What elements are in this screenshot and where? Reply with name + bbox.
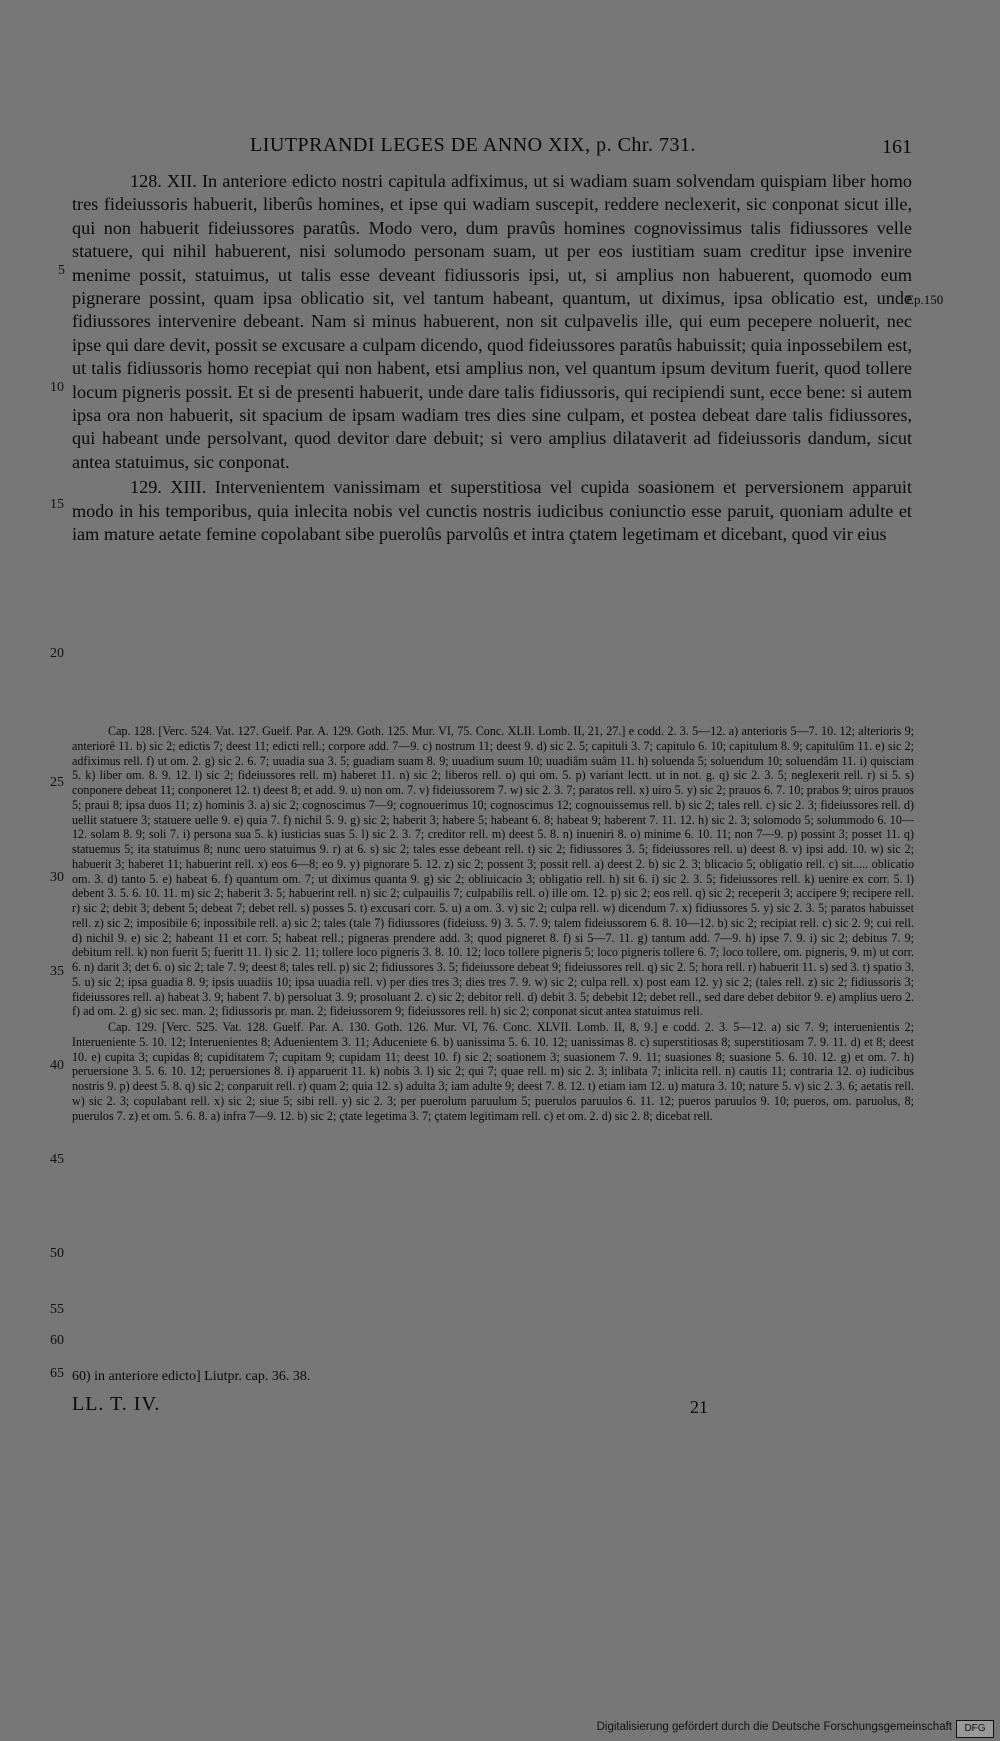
sheet-number: 21 [690, 1397, 708, 1417]
law-chapter-128: 128. XII. In anteriore edicto nostri capitula adfiximus, ut si wadiam suam solvendam quispiam liber homo tres fideiussoris habuerit, liberûs homines, et ipse qui wadiam suscepit, reddere neclexerit, sic conponat sicut ille, qui non habuerit fideiussores paratûs. Modo vero, dum pravûs homines cognovissimus talis fidiussores velle statuere, qui nihil habuerent, nisi solumodo personam suam, ut per eos iustitiam suam creditur ipse invenire menime possit, statuimus, ut talis esse deveant fidiussoris ipsi, ut, si amplius non habuerent, quomodo eum pignerare possint, quam ipsa oblicatio sit, vel tantum habeant, quantum, ut diximus, ipsa oblicatio est, unde fidiussores intervenire debeant. Nam si minus habuerent, non sit culpavelis ille, qui eum pecepere noluerit, nec ipse qui dare devit, possit se excusare a culpam dicendo, quod fideiussores paratûs habuissit; quia inpossebilem est, ut talis fidiussoris homo recepiat qui non habent, etsi amplius non, vel quantum ipsum devitum fuerit, quod tollere locum pigneris possit. Et si de presenti habuerit, unde dare talis fidiussoris, qui recipiendi sunt, ecce bene: si autem ipsa ora non habuerit, sit spacium de ipsam wadiam tres dies sine culpam, et postea debeat dare talis fidiussores, qui habeant unde persolvant, quod devitor dare debuit; si vero amplius dilataverit ad fideiussoris dandum, sicut antea statuimus, sic conponat. [72, 171, 912, 472]
line-number: 15 [50, 497, 64, 512]
line-number: 35 [50, 964, 64, 979]
line-number: 60 [50, 1333, 64, 1348]
line-number: 65 [50, 1366, 64, 1381]
line-number: 50 [50, 1246, 64, 1261]
line-number: 25 [50, 775, 64, 790]
apparatus-chapter-128: Cap. 128. [Verc. 524. Vat. 127. Guelf. Par. A. 129. Goth. 125. Mur. VI, 75. Conc. XLII. Lomb. II, 21, 27.] e codd. 2. 3. 5—12. a) anterioris 5—7. 10. 12; alterioris 9; anteriorê 11. b) sic 2; edictis 7; deest 11; edicti rell.; corpore add. 7—9. c) nostrum 11; deest 9. d) sic 2. 5; capituli 3. 7; capitulo 6. 10; capitulum 8. 9; capitulûm 11. e) sic 2; adfiximus rell. f) ut om. 2. g) sic 2. 6. 7; uuadia sua 3. 5; guadiam suam 8. 9; uuadium suum 10; uuadiâm suâm 11. h) soluenda 5; soluendum 10; soluendâm 11. i) quisciam 5. k) liber om. 8. 9. 12. l) sic 2; fideiussores rell. m) haberet 11. n) sic 2; liberos rell. o) qui om. 5. p) variant lectt. ut in not. g. q) sic 2. 3. 5; neglexerit rell. r) si 5. s) conponere debeat 11; conponeret 12. t) deest 8; et add. 9. u) non om. 7. v) fideiussorem 7. w) sic 2. 3. 7; paratos rell. x) uiro 5. y) sic 2; prauos 6. 7. 10; prabos 9; uiros prauos 5; praui 8; ipsa duos 11; z) hominis 3. a) sic 2; cognoscimus 7—9; cognouerimus 10; cognoscimus 12; cognouissemus rell. b) sic 2; tales rell. c) sic 2. 3; fideiussores rell. d) uellit statuere 3; statuere uelle 9. e) quia 7. f) nichil 5. 9. g) sic 2; haberit 3; habere 5; habeant 6. 8; habeat 9; haberent 7. 11. 12. h) sic 2. 3; solomodo 5; solummodo 6. 10—12. solam 8. 9; soli 7. i) persona sua 5. k) iusticias suas 5. l) sic 2. 3. 7; creditor rell. m) deest 5. 8. n) inueniri 8. o) minime 6. 10. 11; non 7—9. p) possint 3; posset 11. q) statuemus 5; ita statuimus 8; nunc uero statuimus 9. r) at 6. s) sic 2; tales esse debeant rell. t) sic 2; fidiussores 3. 5; fideiussores rell. u) deest 8. v) ipsi add. 10. w) sic 2; habuerit 3; haberet 11; habuerint rell. x) eos 6—8; eo 9. y) pignorare 5. 12. z) sic 2; possent 3; possit rell. a) deest 2. b) sic 2. 3; blicacio 5; obligatio rell. c) sit..... oblicatio om. 3. d) tanto 5. e) habeat 6. f) quantum om. 7; ut diximus quanta 9. g) sic 2; obliuicacio 3; obligatio rell. h) sit 6. i) sic 2. 3. 5; fideiussores rell. k) uenire ex corr. 5. l) debent 3. 5. 6. 10. 11. m) sic 2; haberit 3. 5; habuerint rell. n) sic 2; culpauilis 7; culpabilis rell. o) ille om. 12. p) sic 2; eos rell. q) sic 2; receperit 3; accipere 9; recipere rell. r) sic 2; debit 3; debent 5; debeat 7; debet rell. s) posses 5. t) excusari corr. 5. u) a om. 3. v) sic 2; culpa rell. w) dicendum 7. x) fidiussores 5. y) sic 2. 3. 5; paratos habuisset rell. z) sic 2; imposibile 6; inpossibile rell. a) sic 2; tales (tale 7) fidiussores (fideiuss. 9) 3. 5. 7. 9; talem fideiussorem 6. 8. 10—12. b) sic 2; recipiat rell. c) sic 2. 9; cui rell. d) nichil 9. e) sic 2; habeant 11 et corr. 5; habeat rell.; pigneras prendere add. 3; quod pigneret 8. f) si 5—7. 11. g) tantum add. 7—9. h) ipse 7. 9. i) sic 2; debitus 7. 9; debitum rell. k) non fuerit 5; fueritt 11. l) sic 2. 11; tollere loco pigneris 3. 8. 10. 12; loco tollere pigneris 5; loco pigneris tollere 6. 7; loco tollere, om. pigneris, 9. m) ut corr. 6. n) darit 3; det 6. o) sic 2; tale 7. 9; deest 8; tales rell. p) sic 2; fidiussores 3. 5; fideiussore debeat 9; fideiussores rell. q) sic 2. 5; hora rell. r) habuerit 11. s) sed 3. t) spatio 3. 5. u) sic 2; ipsa guadia 8. 9; ipsis uuadiis 10; ipsa uuadia rell. v) per dies tres 3; dies tres 7. 9. w) sic 2; culpa rell. x) post eam 12. y) sic 2; (tales rell. z) sic 2; fidiussoris 3; fideiussores rell. a) habeat 3. 9; habent 7. b) persoluat 3. 9; prosoluant 2. c) sic 2; debitor rell. d) debit 3. 5; debebit 12; debet rell., sed dare debet debitor 9. e) amplius uero 2. f) ad om. 2. g) sic sec. man. 2; fidiussoris pr. man. 2; fideiussorem 9; fideiussores rell. h) sic 2; conponat sicut antea statuimus rell. [72, 724, 914, 1019]
page-header [0, 130, 1000, 160]
signature-mark: LL. T. IV. [72, 1393, 161, 1415]
dfg-logo-icon: DFG [956, 1720, 994, 1738]
line-number: 10 [50, 380, 64, 395]
running-title: LIUTPRANDI LEGES DE ANNO XIX, p. Chr. 731. [250, 134, 696, 156]
line-number: 45 [50, 1152, 64, 1167]
line-number: 30 [50, 870, 64, 885]
page-number: 161 [882, 136, 912, 158]
footer-bar [0, 1718, 1000, 1741]
law-chapter-129: 129. XIII. Intervenientem vanissimam et superstitiosa vel cupida soasionem et perversionem apparuit modo in his temporibus, quia inlecita nobis vel cunctis nostris iudicibus coniunctio esse paruit, quoniam adulte et iam mature aetate femine copolabant sibe puerolûs parvolûs et intra çtatem legetimam et dicebant, quod vir eius [72, 477, 912, 545]
margin-note: Ep.150 [906, 292, 944, 307]
line-number: 40 [50, 1058, 64, 1073]
funding-notice: Digitalisierung gefördert durch die Deutsche Forschungsgemeinschaft [596, 1721, 952, 1733]
apparatus-chapter-129: Cap. 129. [Verc. 525. Vat. 128. Guelf. Par. A. 130. Goth. 126. Mur. VI, 76. Conc. XLVII. Lomb. II, 8, 9.] e codd. 2. 3. 5—12. a) sic 7. 9; interuenientis 2; Interueniente 5. 10. 12; Interuenientes 8; Aduenientem 3. 11; Aduceniete 6. b) uanissima 5. 6. 10. 12; uanissimas 8. c) superstitiosas 8; superstitiosam 7. 9. 11. d) et 8; deest 10. e) cupita 3; cupidas 8; cupiditatem 7; cupitam 9; cupidam 11; deest 10. f) sic 2; soationem 3; suasionem 7. 9. 11; suasiones 8; suasione 5. 6. 10. 12. g) et om. 7. h) peruersione 3. 5. 6. 10. 12; peruersiones 8. i) apparuerit 11. k) nobis 3. l) sic 2; qui 7; quae rell. m) sic 2. 3; inlibata 7; inlicita rell. n) cautis 11; contraria 12. o) iudicibus nostris 9. p) deest 5. 8. q) sic 2; conparuit rell. r) quam 2; quia 12. s) adulta 3; iam adulte 9; deest 7. 8. 12. t) etiam iam 12. u) matura 3. 10; nature 5. v) sic 2. 3. 6; aetatis rell. w) sic 2. 3; copulabant rell. x) sic 2; siue 5; sibi rell. y) sic 2. 3; per puerolum paruulum 5; puerulos paruulos 6. 11. 12; pueros paruulos 9. 10; pueros, om. paruolus, 8; puerulos 7. z) et om. 5. 6. 8. a) infra 7—9. 12. b) sic 2; çtate legetima 3. 7; çtatem legitimam rell. c) et om. 2. d) sic 2. 8; dicebat rell. [72, 1020, 914, 1123]
critical-apparatus [72, 724, 914, 1124]
line-number: 55 [50, 1302, 64, 1317]
line-number: 5 [58, 263, 65, 278]
main-text [72, 170, 912, 549]
line-number: 20 [50, 646, 64, 661]
footnote: 60) in anteriore edicto] Liutpr. cap. 36. 38. [72, 1369, 311, 1384]
